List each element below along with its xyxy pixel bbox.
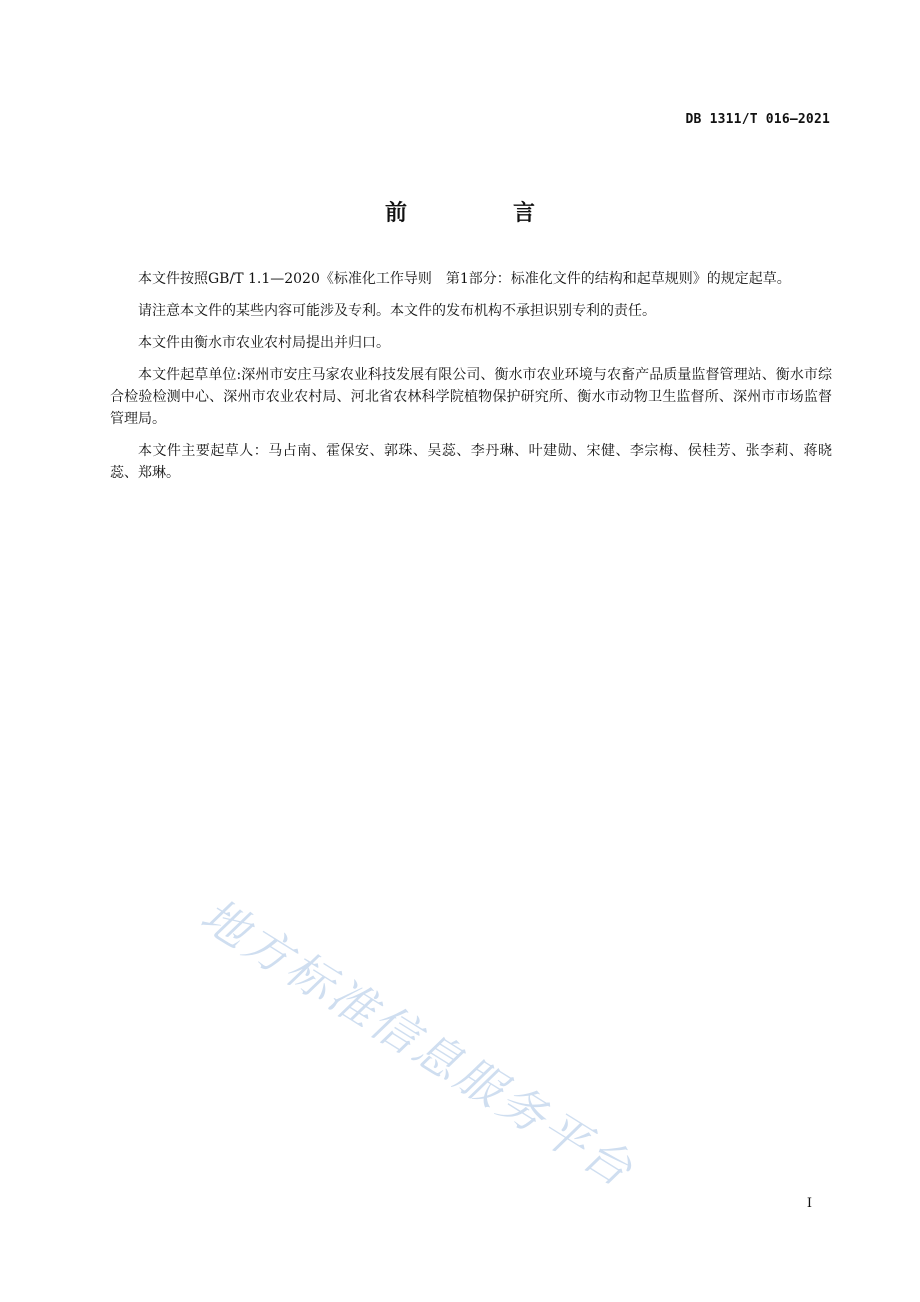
- paragraph-drafters: 本文件主要起草人：马占南、霍保安、郭珠、吴蕊、李丹琳、叶建勋、宋健、李宗梅、侯桂芳、张李莉、蒋晓蕊、郑琳。: [110, 443, 832, 481]
- paragraph-proposer: 本文件由衡水市农业农村局提出并归口。: [138, 335, 390, 351]
- paragraph-drafting-units: 本文件起草单位:深州市安庄马家农业科技发展有限公司、衡水市农业环境与农畜产品质量监督管理站、衡水市综合检验检测中心、深州市农业农村局、河北省农林科学院植物保护研究所、衡水市动物卫生监督所、深州市市场监督管理局。: [110, 367, 832, 427]
- watermark: 地方标准信息服务平台: [191, 887, 645, 1199]
- foreword-body: [110, 268, 832, 494]
- paragraph-patent-notice: 请注意本文件的某些内容可能涉及专利。本文件的发布机构不承担识别专利的责任。: [138, 303, 656, 319]
- standard-code: DB 1311/T 016—2021: [685, 112, 830, 127]
- paragraph-drafting-rules: 本文件按照GB/T 1.1—2020《标准化工作导则 第1部分：标准化文件的结构和起草规则》的规定起草。: [138, 271, 791, 287]
- page-number: I: [806, 1196, 812, 1211]
- page-title: 前 言: [384, 201, 577, 226]
